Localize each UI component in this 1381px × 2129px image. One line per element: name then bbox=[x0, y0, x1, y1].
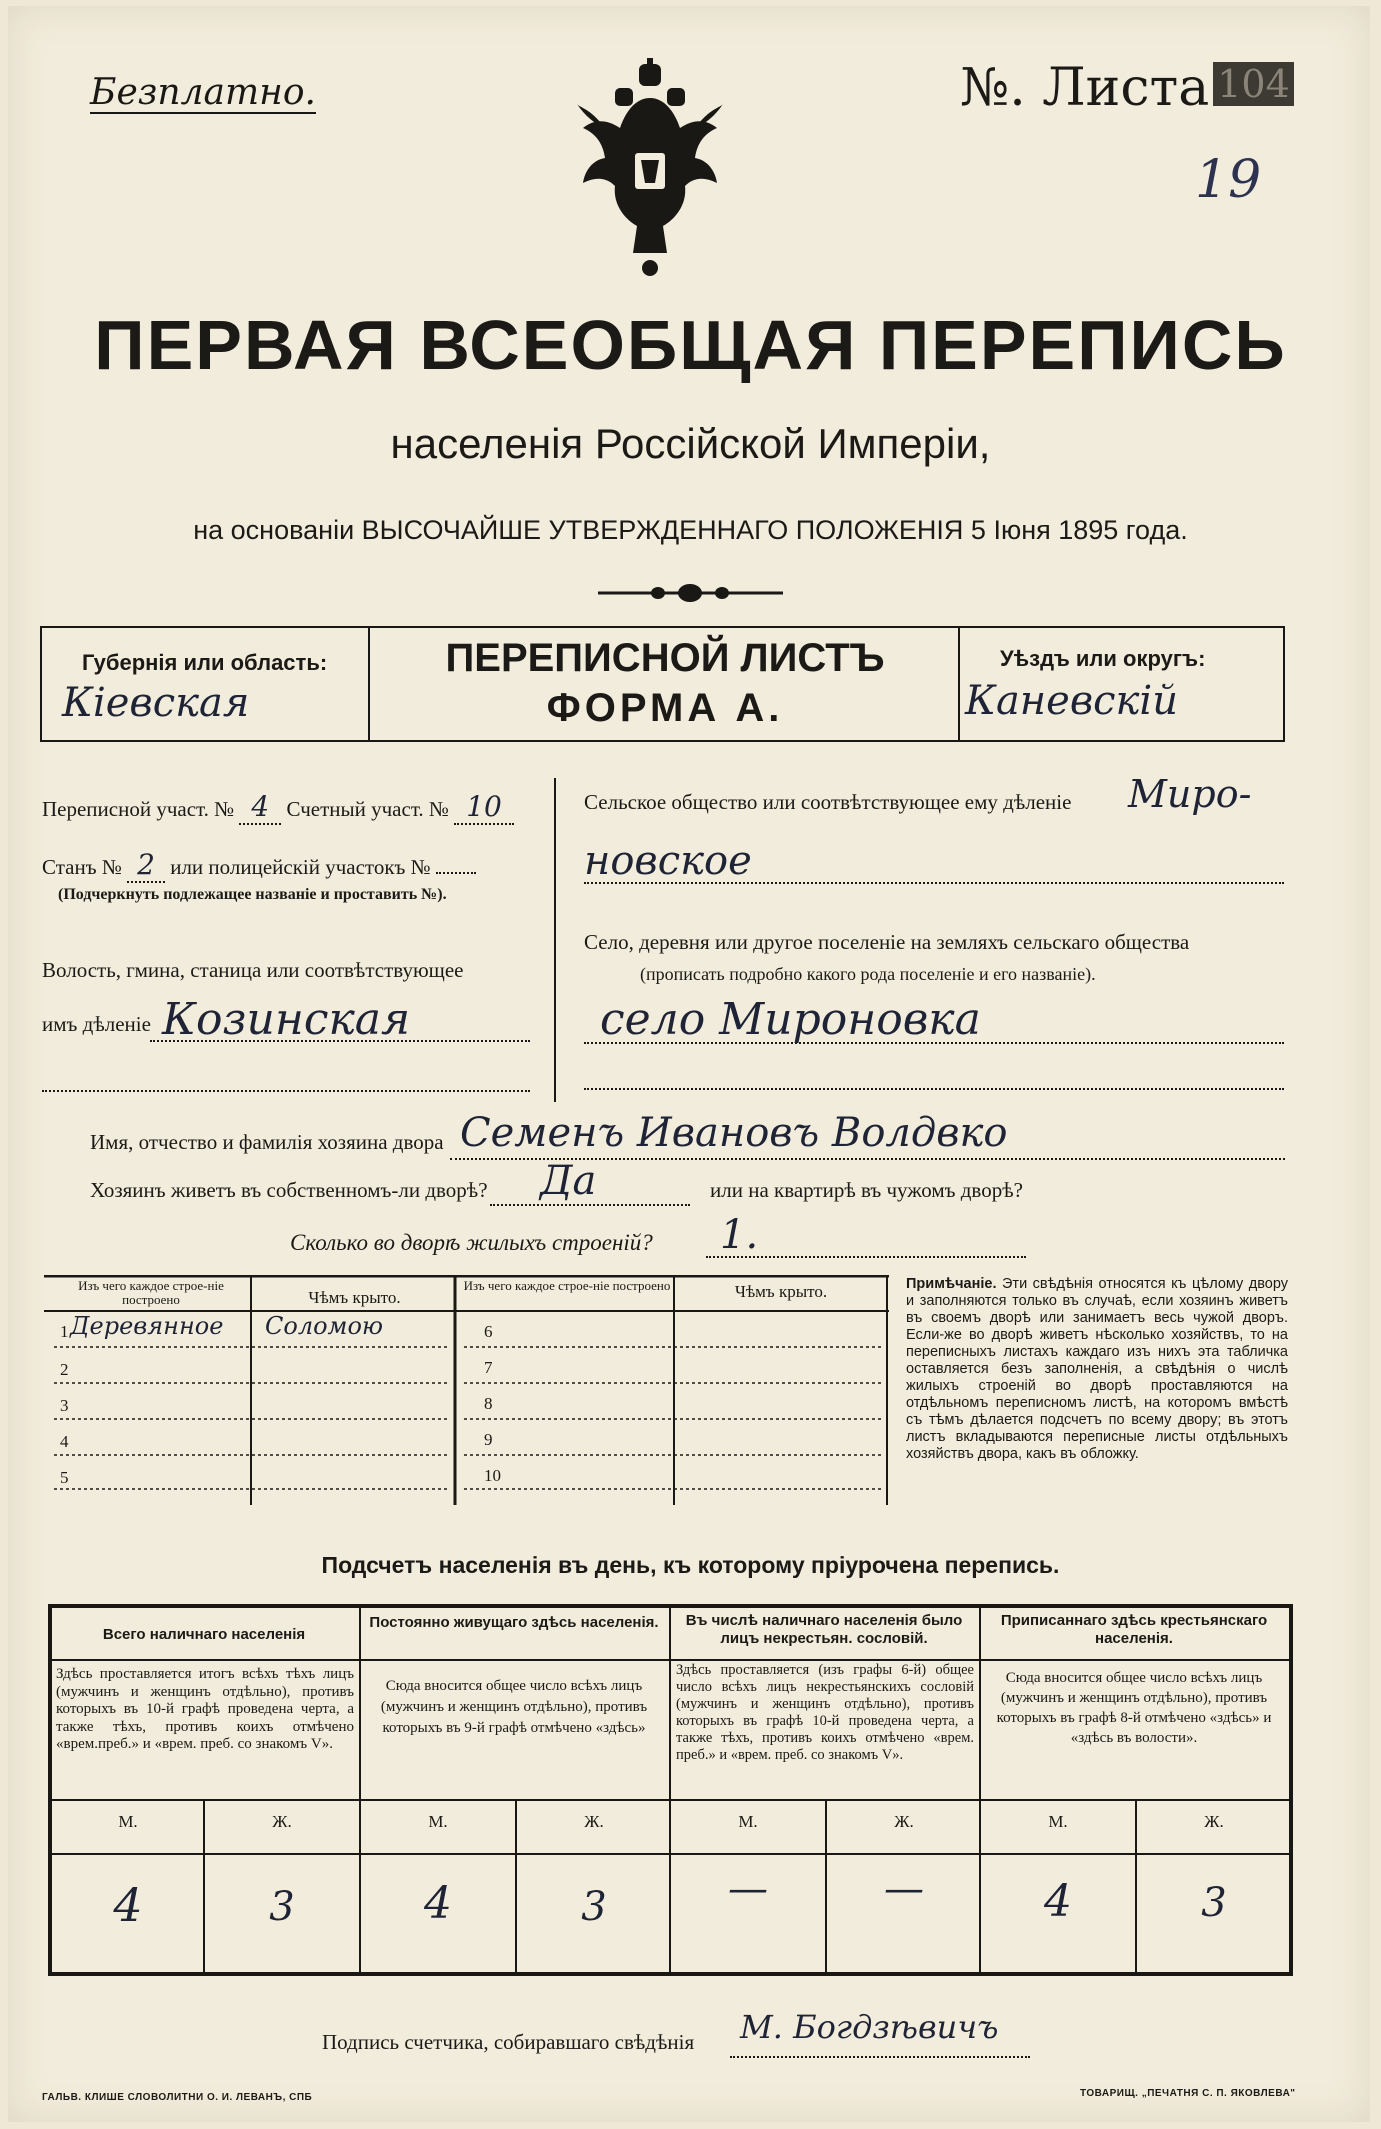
bt-col-material-left: Изъ чего каждое строе-ніе построено bbox=[78, 1278, 224, 1307]
pop-m-label: М. bbox=[118, 1812, 138, 1831]
owner-name-value: Семенъ Ивановъ Волдвко bbox=[460, 1110, 1008, 1156]
basis-line: на основаніи ВЫСОЧАЙШЕ УТВЕРЖДЕННАГО ПОЛОЖЕНІЯ 5 Іюня 1895 года. bbox=[193, 515, 1188, 545]
main-title: ПЕРВАЯ ВСЕОБЩАЯ ПЕРЕПИСЬ bbox=[94, 306, 1287, 384]
village-extra-dots bbox=[584, 1088, 1284, 1090]
volost-value: Козинская bbox=[162, 994, 411, 1045]
bt-row-num: 3 bbox=[60, 1396, 69, 1415]
signature-dots bbox=[730, 2056, 1030, 2058]
bt-col-roof-left: Чѣмъ крыто. bbox=[308, 1288, 401, 1307]
buildings-dots bbox=[706, 1256, 1026, 1258]
rented-label: или на квартирѣ въ чужомъ дворѣ? bbox=[710, 1178, 1023, 1202]
pop-f-label: Ж. bbox=[272, 1812, 292, 1831]
block-divider bbox=[554, 778, 556, 1102]
buildings-value: 1. bbox=[720, 1212, 759, 1258]
pop-value-f: 3 bbox=[581, 1884, 607, 1930]
uchast-line: Переписной участ. № 4 Счетный участ. № 10 bbox=[42, 790, 514, 823]
bt-row-num: 2 bbox=[60, 1360, 69, 1379]
pop-f-label: Ж. bbox=[894, 1812, 914, 1831]
bt-row-num: 7 bbox=[484, 1358, 493, 1377]
pop-group-title: Приписаннаго здѣсь крестьянскаго населенія. bbox=[1000, 1612, 1268, 1647]
pop-group-title: Въ числѣ наличнаго населенія было лицъ некрестьян. сословій. bbox=[685, 1612, 963, 1647]
own-yard-dots bbox=[490, 1204, 690, 1206]
bt-col-roof-right: Чѣмъ крыто. bbox=[734, 1282, 828, 1301]
pop-value-f: — bbox=[884, 1866, 924, 1912]
bt-row-roof: Соломою bbox=[265, 1312, 384, 1340]
uezd-value: Каневскій bbox=[965, 678, 1178, 724]
society-value-1: Миро- bbox=[1128, 772, 1252, 816]
free-label: Безплатно. bbox=[90, 72, 316, 113]
society-value-2: новское bbox=[584, 838, 752, 884]
pop-group-desc: Здѣсь проставляется итогъ всѣхъ тѣхъ лицъ (мужчинъ и женщинъ отдѣльно), противъ которыхъ въ 10-й графѣ проведена черта, а также тѣхъ, противъ коихъ отмѣчено «врем.преб.» и «врем. преб. со знакомъ V». bbox=[56, 1666, 354, 1752]
village-value: село Мироновка bbox=[600, 994, 981, 1045]
guberniya-value: Кіевская bbox=[62, 680, 250, 726]
buildings-label: Сколько во дворѣ жилыхъ строеній? bbox=[290, 1230, 653, 1255]
note-title: Примѣчаніе. bbox=[906, 1276, 997, 1292]
bt-col-material-right: Изъ чего каждое строе-ніе построено bbox=[463, 1278, 671, 1293]
sheet-old-number: 104 bbox=[1213, 62, 1294, 106]
pop-value-f: 3 bbox=[1201, 1880, 1227, 1926]
uezd-label: Уѣздъ или округъ: bbox=[1000, 646, 1206, 671]
free-underline bbox=[90, 112, 316, 114]
footer-right: ТОВАРИЩ. „ПЕЧАТНЯ С. П. ЯКОВЛЕВА" bbox=[1080, 2088, 1296, 2099]
band-top-rule bbox=[40, 626, 1285, 628]
band-left-edge bbox=[40, 626, 42, 742]
pop-f-label: Ж. bbox=[584, 1812, 604, 1831]
note-block bbox=[906, 1276, 1288, 1463]
volost-label: Волость, гмина, станица или соотвѣтствующее bbox=[42, 958, 464, 982]
double-headed-eagle-icon bbox=[575, 58, 725, 278]
schet-value: 10 bbox=[454, 790, 514, 825]
sheet-new-number: 19 bbox=[1195, 150, 1262, 210]
stan-value: 2 bbox=[127, 848, 165, 883]
village-label: Село, деревня или другое поселеніе на земляхъ сельскаго общества bbox=[584, 930, 1190, 954]
uchast-value: 4 bbox=[239, 790, 281, 825]
bt-row-num: 5 bbox=[60, 1468, 69, 1487]
stan-line: Станъ № 2 или полицейскій участокъ № bbox=[42, 848, 476, 881]
population-heading: Подсчетъ населенія въ день, къ которому пріурочена перепись. bbox=[321, 1552, 1060, 1578]
village-note: (прописать подробно какого рода поселеніе и его названіе). bbox=[640, 964, 1096, 984]
pop-f-label: Ж. bbox=[1204, 1812, 1224, 1831]
band-right-edge bbox=[1283, 626, 1285, 742]
society-label: Сельское общество или соотвѣтствующее ему дѣленіе bbox=[584, 790, 1072, 814]
form-title: ПЕРЕПИСНОЙ ЛИСТЪ bbox=[445, 636, 885, 680]
pop-m-label: М. bbox=[1048, 1812, 1068, 1831]
society-dots bbox=[584, 882, 1284, 884]
bt-row-num: 8 bbox=[484, 1394, 493, 1413]
owner-name-label: Имя, отчество и фамилія хозяина двора bbox=[90, 1130, 444, 1154]
bt-row-material: Деревянное bbox=[70, 1312, 224, 1340]
pop-group-desc: Сюда вносится общее число всѣхъ лицъ (мужчинъ и женщинъ отдѣльно), противъ которыхъ въ 9-й графѣ отмѣчено «здѣсь» bbox=[380, 1678, 648, 1736]
village-dots bbox=[584, 1042, 1284, 1044]
bt-row-num: 6 bbox=[484, 1322, 493, 1341]
form-letter: ФОРМА А. bbox=[546, 686, 784, 730]
pop-value-m: — bbox=[728, 1866, 768, 1912]
note-text: Эти свѣдѣнія относятся къ цѣлому двору и заполняются только въ случаѣ, если хозяинъ живетъ въ своемъ дворѣ или занимаетъ весь чужой дворъ. Если-же во дворѣ живетъ нѣсколько хозяйствъ, то на переписныхъ листахъ каждаго изъ нихъ эта табличка оставляется безъ заполненія, а свѣдѣнія о числѣ жилыхъ строеній во дворѣ проставляются на отдѣльномъ переписномъ листѣ, на которомъ вмѣстѣ съ тѣмъ дѣлается подсчетъ по всему двору; въ этотъ листъ вкладываются переписные листы отдѣльныхъ хозяйствъ двора, какъ въ обложку. bbox=[906, 1276, 1288, 1462]
own-yard-label: Хозяинъ живетъ въ собственномъ-ли дворѣ? bbox=[90, 1178, 488, 1202]
pop-m-label: М. bbox=[738, 1812, 758, 1831]
band-bottom-rule bbox=[40, 740, 1285, 742]
pop-group-title: Постоянно живущаго здѣсь населенія. bbox=[369, 1614, 659, 1631]
pop-value-m: 4 bbox=[1044, 1876, 1072, 1927]
bt-row-num: 9 bbox=[484, 1430, 493, 1449]
pop-value-m: 4 bbox=[424, 1878, 452, 1929]
pop-group-desc: Здѣсь проставляется (изъ графы 6-й) общее число всѣхъ лицъ некрестьянскихъ сословій (мужчинъ и женщинъ отдѣльно), противъ которыхъ въ графѣ 10-й проведена черта, а также тѣхъ, противъ коихъ отмѣчено «врем. преб.» и «врем. преб. со знакомъ V». bbox=[676, 1662, 974, 1763]
volost-line: имъ дѣленіе bbox=[42, 1012, 151, 1036]
signature-label: Подпись счетчика, собиравшаго свѣдѣнія bbox=[322, 2030, 695, 2054]
own-yard-value: Да bbox=[540, 1158, 597, 1204]
guberniya-label: Губернія или область: bbox=[82, 650, 328, 675]
bt-row-num: 1 bbox=[60, 1322, 69, 1341]
bt-row-num: 4 bbox=[60, 1432, 69, 1451]
pop-group-desc: Сюда вносится общее число всѣхъ лицъ (мужчинъ и женщинъ отдѣльно), противъ которыхъ въ графѣ 8-й отмѣчено «здѣсь» и «здѣсь въ волости». bbox=[996, 1670, 1272, 1746]
signature-value: М. Богдзѣвичъ bbox=[740, 2008, 999, 2046]
ornament-divider bbox=[598, 580, 783, 606]
stan-note: (Подчеркнуть подлежащее названіе и проставить №). bbox=[58, 886, 447, 903]
pop-group-title: Всего наличнаго населенія bbox=[102, 1626, 306, 1643]
footer-left: ГАЛЬВ. КЛИШЕ СЛОВОЛИТНИ О. И. ЛЕВАНЪ, СПБ bbox=[42, 2092, 313, 2103]
sheet-number: №. Листа 104 bbox=[960, 58, 1294, 118]
pop-m-label: М. bbox=[428, 1812, 448, 1831]
subtitle: населенія Россійской Имперіи, bbox=[390, 420, 991, 467]
buildings-table-grid bbox=[44, 1275, 889, 1505]
pop-value-m: 4 bbox=[113, 1878, 143, 1932]
bt-row-num: 10 bbox=[484, 1466, 501, 1485]
pop-value-f: 3 bbox=[269, 1884, 295, 1930]
volost-dots bbox=[150, 1040, 530, 1042]
volost-extra-dots bbox=[42, 1090, 530, 1092]
